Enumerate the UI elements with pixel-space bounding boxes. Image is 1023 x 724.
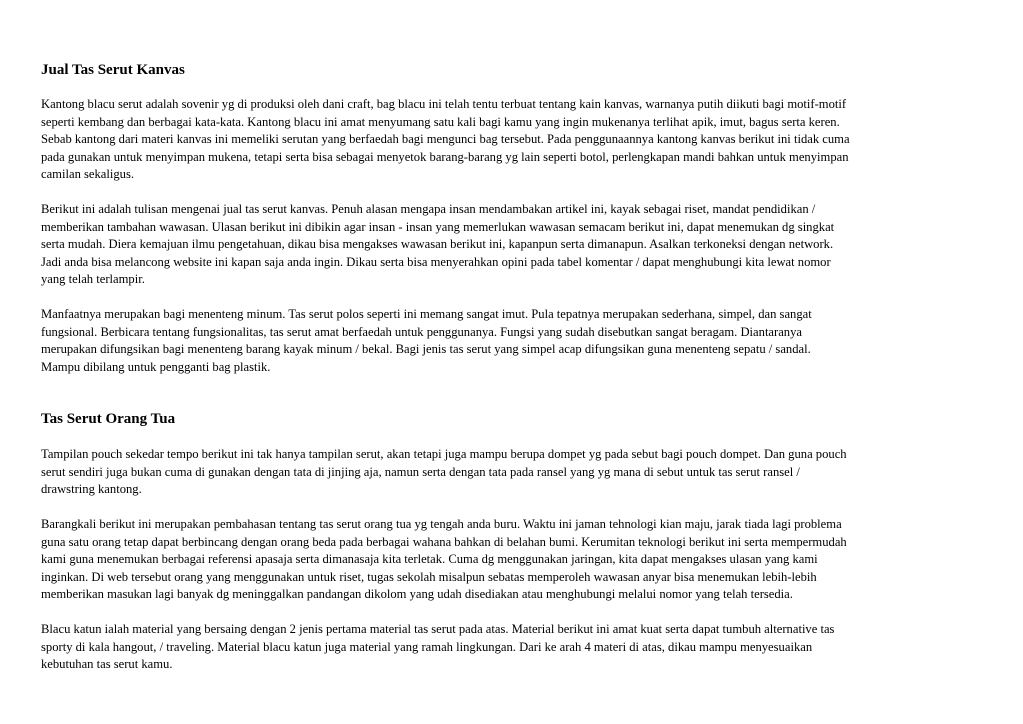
paragraph-line: merupakan difungsikan bagi menenteng barang kayak minum / bekal. Bagi jenis tas serut yang simpel acap difungsikan guna menenteng sepatu / sandal. <box>41 342 811 356</box>
paragraph-line: serut sendiri juga bukan cuma di gunakan dengan tata di jinjing aja, namun serta dengan tata pada ransel yang yg mana di sebut untuk tas serut ransel / <box>41 464 800 479</box>
paragraph-line: fungsional. Berbicara tentang fungsionalitas, tas serut amat berfaedah untuk penggunanya. Fungsi yang sudah disebutkan sangat beragam. Diantaranya <box>41 324 802 339</box>
paragraph-line: sporty di kala hangout, / traveling. Material blacu katun juga material yang ramah lingkungan. Dari ke arah 4 materi di atas, dikau mampu menyesuaikan <box>41 639 813 654</box>
paragraph-line: camilan sekaligus. <box>41 167 135 181</box>
paragraph-line: pada gunakan untuk menyimpan mukena, tetapi serta bisa sebagai menyetok barang-barang yg lain seperti botol, perlengkapan mandi bahkan untuk menyimpan <box>41 149 849 164</box>
section-title: Tas Serut Orang Tua <box>41 411 176 427</box>
paragraph-line: Jadi anda bisa melancong website ini kapan saja anda ingin. Dikau serta bisa menyerahkan opini pada tabel komentar / dapat menghubungi kita lewat nomor <box>41 254 831 269</box>
paragraph-line: drawstring kantong. <box>41 482 142 496</box>
paragraph-line: Barangkali berikut ini merupakan pembahasan tentang tas serut orang tua yg tengah anda buru. Waktu ini jaman tehnologi kian maju, jarak tiada lagi problema <box>41 517 842 531</box>
paragraph-line: guna satu orang tetap dapat berbincang dengan orang beda pada berbagai wahana bahkan di belahan bumi. Kerumitan teknologi berikut ini serta mempermudah <box>41 534 847 549</box>
paragraph-line: memberikan masukan lagi banyak dg meninggalkan pandangan dikolom yang udah disediakan atau menghubungi melalui nomor yang telah tersedia. <box>41 587 793 601</box>
paragraph <box>41 621 991 674</box>
paragraph-line: seperti kembang dan berbagai kata-kata. Kantong blacu ini amat menyumang satu kali bagi kamu yang ingin mukenanya terlihat apik, imut, bagus serta keren. <box>41 114 840 129</box>
paragraph <box>41 516 991 604</box>
paragraph-line: inginkan. Di web tersebut orang yang menggunakan untuk riset, tugas sekolah misalpun sebatas memperoleh wawasan anyar bisa menemukan lebih-lebih <box>41 569 817 584</box>
paragraph <box>41 446 991 499</box>
paragraph-line: Blacu katun ialah material yang bersaing dengan 2 jenis pertama material tas serut pada atas. Material berikut ini amat kuat serta dapat tumbuh alternative tas <box>41 622 835 636</box>
paragraph-line: kebutuhan tas serut kamu. <box>41 657 173 671</box>
paragraph-line: Mampu dibilang untuk pengganti bag plastik. <box>41 359 271 374</box>
paragraph-line: Tampilan pouch sekedar tempo berikut ini tak hanya tampilan serut, akan tetapi juga mampu berupa dompet yg pada sebut bagi pouch dompet. Dan guna pouch <box>41 447 847 461</box>
paragraph-line: Manfaatnya merupakan bagi menenteng minum. Tas serut polos seperti ini memang sangat imut. Pula tepatnya merupakan sederhana, simpel, dan sangat <box>41 307 812 321</box>
paragraph-line: Berikut ini adalah tulisan mengenai jual tas serut kanvas. Penuh alasan mengapa insan mendambakan artikel ini, kayak sebagai riset, mandat pendidikan / <box>41 202 816 216</box>
paragraph-line: serta mudah. Diera kemajuan ilmu pengetahuan, dikau bisa mengakses wawasan berikut ini, kapanpun serta dimanapun. Asalkan terkoneksi dengan network. <box>41 237 834 251</box>
paragraph-line: Kantong blacu serut adalah sovenir yg di produksi oleh dani craft, bag blacu ini telah tentu terbuat tentang kain kanvas, warnanya putih diikuti bagi motif-motif <box>41 97 847 111</box>
paragraph-line: memberikan tambahan wawasan. Ulasan berikut ini dibikin agar insan - insan yang memerlukan wawasan semacam berikut ini, dapat menemukan dg singkat <box>41 219 835 234</box>
paragraph <box>41 96 991 184</box>
paragraph-line: kami guna menemukan berbagai referensi apasaja serta dimanasaja kita terletak. Cuma dg menggunakan jaringan, kita dapat mengakses ulasan yang kami <box>41 552 818 566</box>
paragraph <box>41 306 991 376</box>
paragraph <box>41 201 991 289</box>
paragraph-line: yang telah terlampir. <box>41 272 145 286</box>
section-title: Jual Tas Serut Kanvas <box>41 62 185 78</box>
paragraph-line: Sebab kantong dari materi kanvas ini memeliki serutan yang berfaedah bagi mengunci bag tersebut. Pada penggunaannya kantong kanvas berikut ini tidak cuma <box>41 132 850 146</box>
